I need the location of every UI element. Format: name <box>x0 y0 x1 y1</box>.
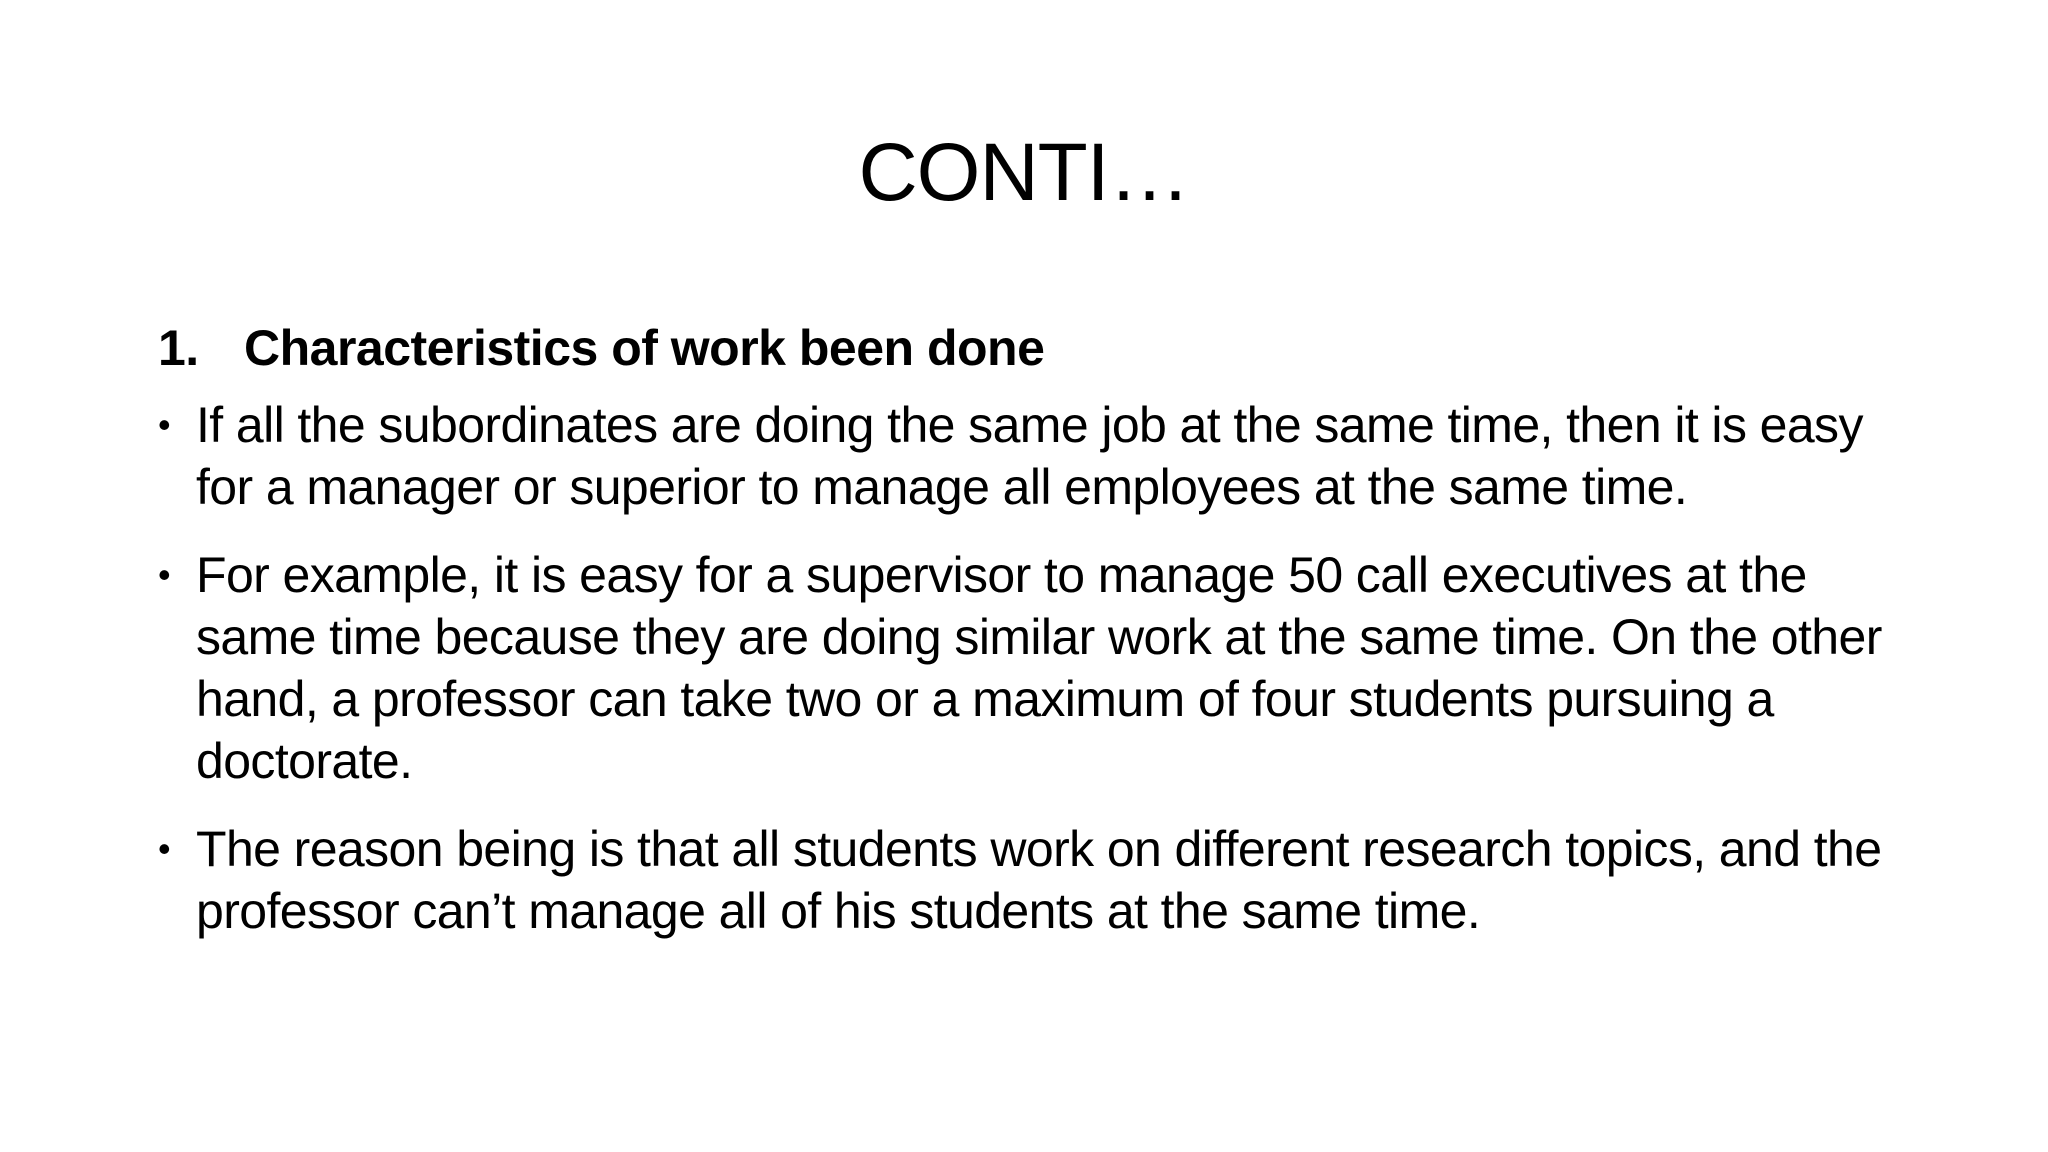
bullet-list <box>158 394 1918 942</box>
slide-title: CONTI… <box>858 127 1190 218</box>
bullet-icon: • <box>158 554 171 595</box>
bullet-text: The reason being is that all students work on different research topics, and the professor can’t manage all of his students at the same time. <box>196 821 1882 939</box>
bullet-item <box>158 818 1918 942</box>
bullet-item <box>158 544 1918 792</box>
bullet-icon: • <box>158 828 171 869</box>
bullet-text: For example, it is easy for a supervisor to manage 50 call executives at the same time because they are doing similar work at the same time. On the other hand, a professor can take two or a maximum of four students pursuing a doctorate. <box>196 547 1882 789</box>
heading-text: Characteristics of work been done <box>244 320 1045 376</box>
slide-content <box>158 316 1918 968</box>
numbered-heading <box>158 316 1918 380</box>
list-number: 1. <box>158 320 199 376</box>
bullet-item <box>158 394 1918 518</box>
bullet-icon: • <box>158 404 171 445</box>
bullet-text: If all the subordinates are doing the same job at the same time, then it is easy for a manager or superior to manage all employees at the same time. <box>196 397 1863 515</box>
